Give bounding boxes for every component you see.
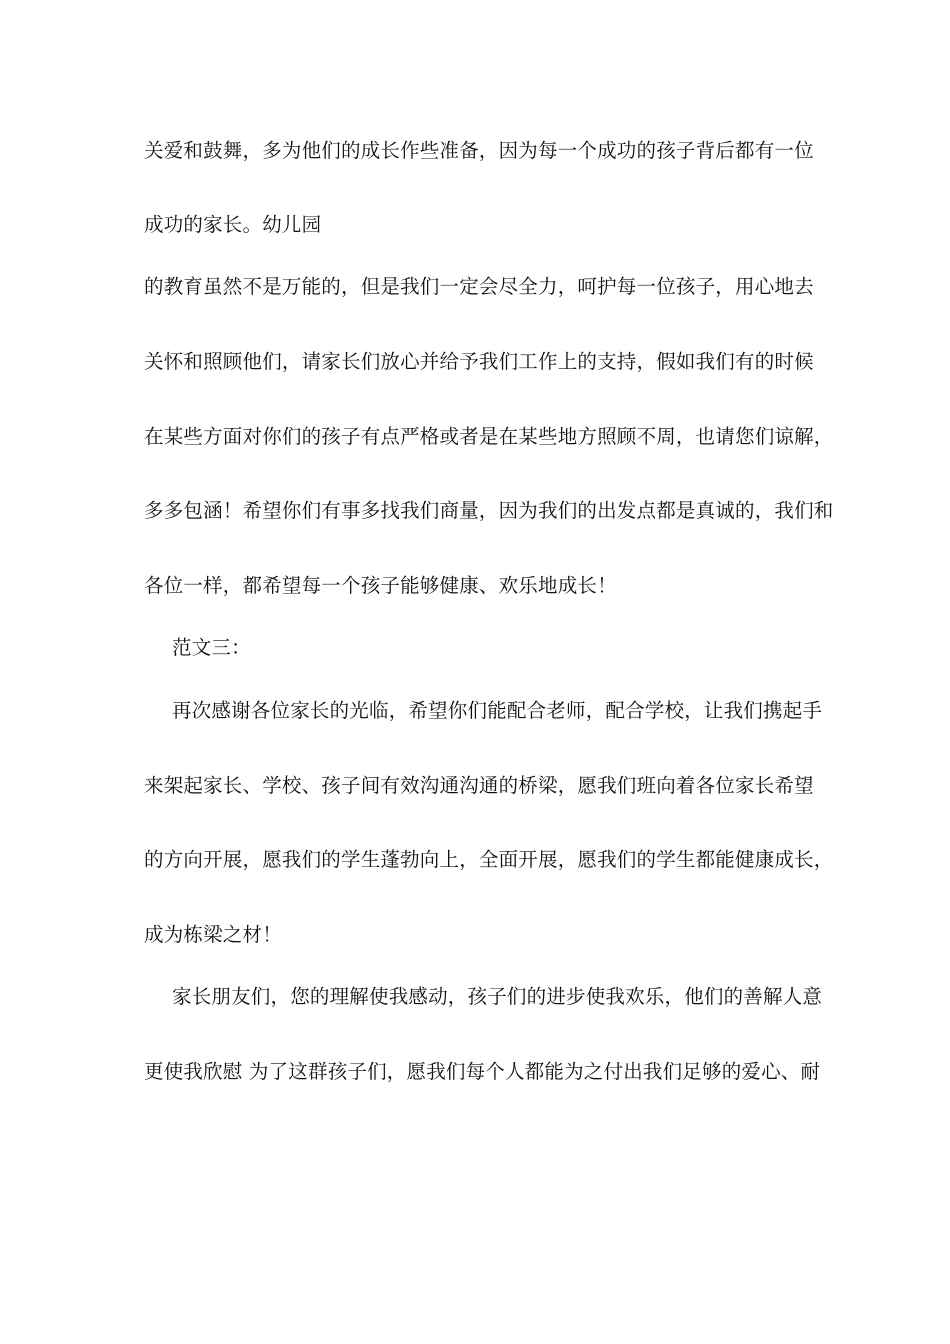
paragraph-line: 更使我欣慰 为了这群孩子们，愿我们每个人都能为之付出我们足够的爱心、耐 [144, 1060, 821, 1083]
paragraph-line: 关怀和照顾他们，请家长们放心并给予我们工作上的支持，假如我们有的时候 [144, 350, 814, 373]
paragraph-line: 成为栋梁之材！ [144, 923, 282, 946]
section-heading: 范文三： [172, 636, 251, 659]
paragraph-line: 的教育虽然不是万能的，但是我们一定会尽全力，呵护每一位孩子，用心地去 [144, 275, 814, 298]
paragraph-line: 成功的家长。幼儿园 [144, 213, 322, 236]
paragraph-line: 来架起家长、学校、孩子间有效沟通沟通的桥梁，愿我们班向着各位家长希望 [144, 774, 814, 797]
paragraph-line: 的方向开展，愿我们的学生蓬勃向上，全面开展，愿我们的学生都能健康成长， [144, 848, 834, 871]
paragraph-line: 家长朋友们，您的理解使我感动，孩子们的进步使我欢乐，他们的善解人意 [172, 985, 823, 1008]
paragraph-line: 各位一样，都希望每一个孩子能够健康、欢乐地成长！ [144, 574, 617, 597]
paragraph-line: 在某些方面对你们的孩子有点严格或者是在某些地方照顾不周，也请您们谅解， [144, 425, 834, 448]
paragraph-line: 再次感谢各位家长的光临，希望你们能配合老师，配合学校，让我们携起手 [172, 699, 823, 722]
paragraph-line: 关爱和鼓舞，多为他们的成长作些准备，因为每一个成功的孩子背后都有一位 [144, 139, 814, 162]
paragraph-line: 多多包涵！希望你们有事多找我们商量，因为我们的出发点都是真诚的，我们和 [144, 499, 834, 522]
